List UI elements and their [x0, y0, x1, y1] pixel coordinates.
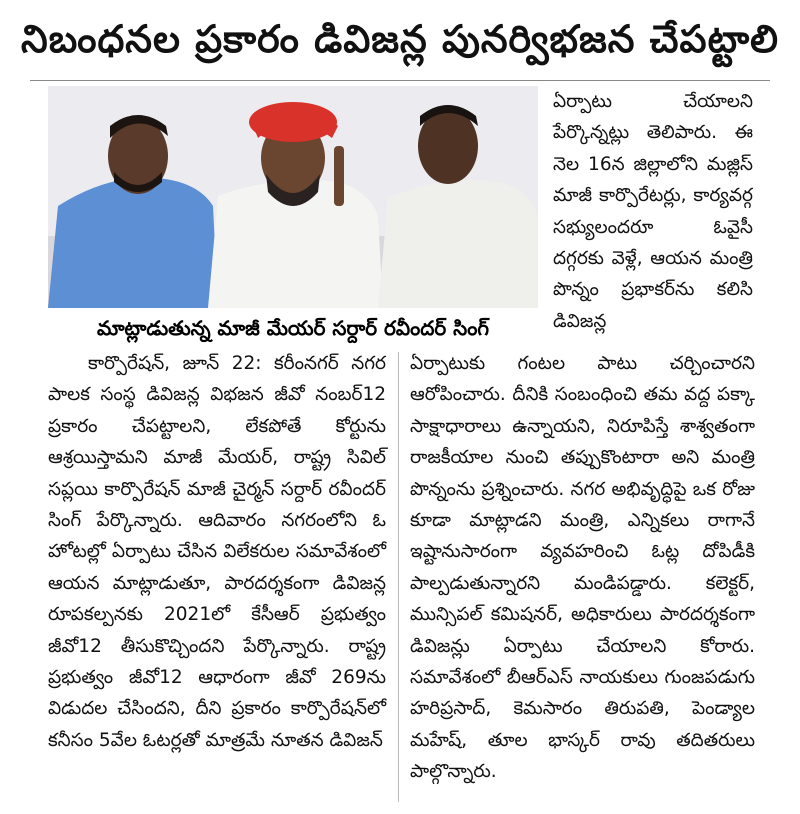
right-top-column: [553, 86, 753, 337]
right-column: [410, 348, 755, 788]
left-column: [48, 348, 386, 756]
column-divider: [398, 352, 399, 802]
photo-illustration: [48, 86, 538, 308]
right-top-paragraph: ఏర్పాటు చేయాలని పేర్కొన్నట్లు తెలిపారు. ఈ నెల 16న జిల్లాలోని మజ్లిస్ మాజీ కార్పొరేటర్లు, కార్యవర్గ సభ్యులందరూ ఓవైసీ దగ్గరకు వెళ్లే, ఆయన మంత్రి పొన్నం ప్రభాకర్‌ను కలిసి డివిజన్ల: [553, 91, 753, 332]
left-paragraph: కార్పొరేషన్, జూన్ 22: కరీంనగర్ నగర పాలక సంస్థ డివిజన్ల విభజన జీవో నంబర్12 ప్రకారం చేపట్టాలని, లేకపోతే కోర్టును ఆశ్రయిస్తామని మాజీ మేయర్, రాష్ట్ర సివిల్ సప్లయి కార్పొరేషన్ మాజీ చైర్మన్ సర్దార్ రవీందర్ సింగ్ పేర్కొన్నారు. ఆదివారం నగరంలోని ఓ హోటల్లో ఏర్పాటు చేసిన విలేకరుల సమావేశంలో ఆయన మాట్లాడుతూ, పారదర్శకంగా డివిజన్ల రూపకల్పనకు 2021లో కేసీఆర్ ప్రభుత్వం జీవో12 తీసుకొచ్చిందని పేర్కొన్నారు. రాష్ట్ర ప్రభుత్వం జీవో12 ఆధారంగా జీవో 269ను విడుదల చేసిందని, దీని ప్రకారం కార్పొరేషన్‌లో కనీసం 5వేల ఓటర్లతో మాత్రమే నూతన డివిజన్: [48, 353, 386, 751]
right-paragraph: ఏర్పాటుకు గంటల పాటు చర్చించారని ఆరోపించారు. దీనికి సంబంధించి తమ వద్ద పక్కా సాక్షాధారాలు ఉన్నాయని, నిరూపిస్తే శాశ్వతంగా రాజకీయాల నుంచి తప్పుకొంటారా అని మంత్రి పొన్నంను ప్రశ్నించారు. నగర అభివృద్ధిపై ఒక రోజు కూడా మాట్లాడని మంత్రి, ఎన్నికలు రాగానే ఇష్టానుసారంగా వ్యవహరించి ఓట్ల దోపిడీకి పాల్పడుతున్నారని మండిపడ్డారు. కలెక్టర్, మున్సిపల్ కమిషనర్, అధికారులు పారదర్శకంగా డివిజన్లు ఏర్పాటు చేయాలని కోరారు. సమావేశంలో బీఆర్ఎస్ నాయకులు గుంజపడుగు హరిప్రసాద్, కెమసారం తిరుపతి, పెండ్యాల మహేష్, తూల భాస్కర్ రావు తదితరులు పాల్గొన్నారు.: [410, 353, 755, 783]
news-photo: [48, 86, 538, 308]
headline: నిబంధనల ప్రకారం డివిజన్ల పునర్విభజన చేపట్టాలి: [21, 17, 779, 61]
photo-caption: మాట్లాడుతున్న మాజీ మేయర్ సర్దార్ రవీందర్ సింగ్: [96, 316, 490, 340]
headline-rule: [30, 80, 770, 81]
